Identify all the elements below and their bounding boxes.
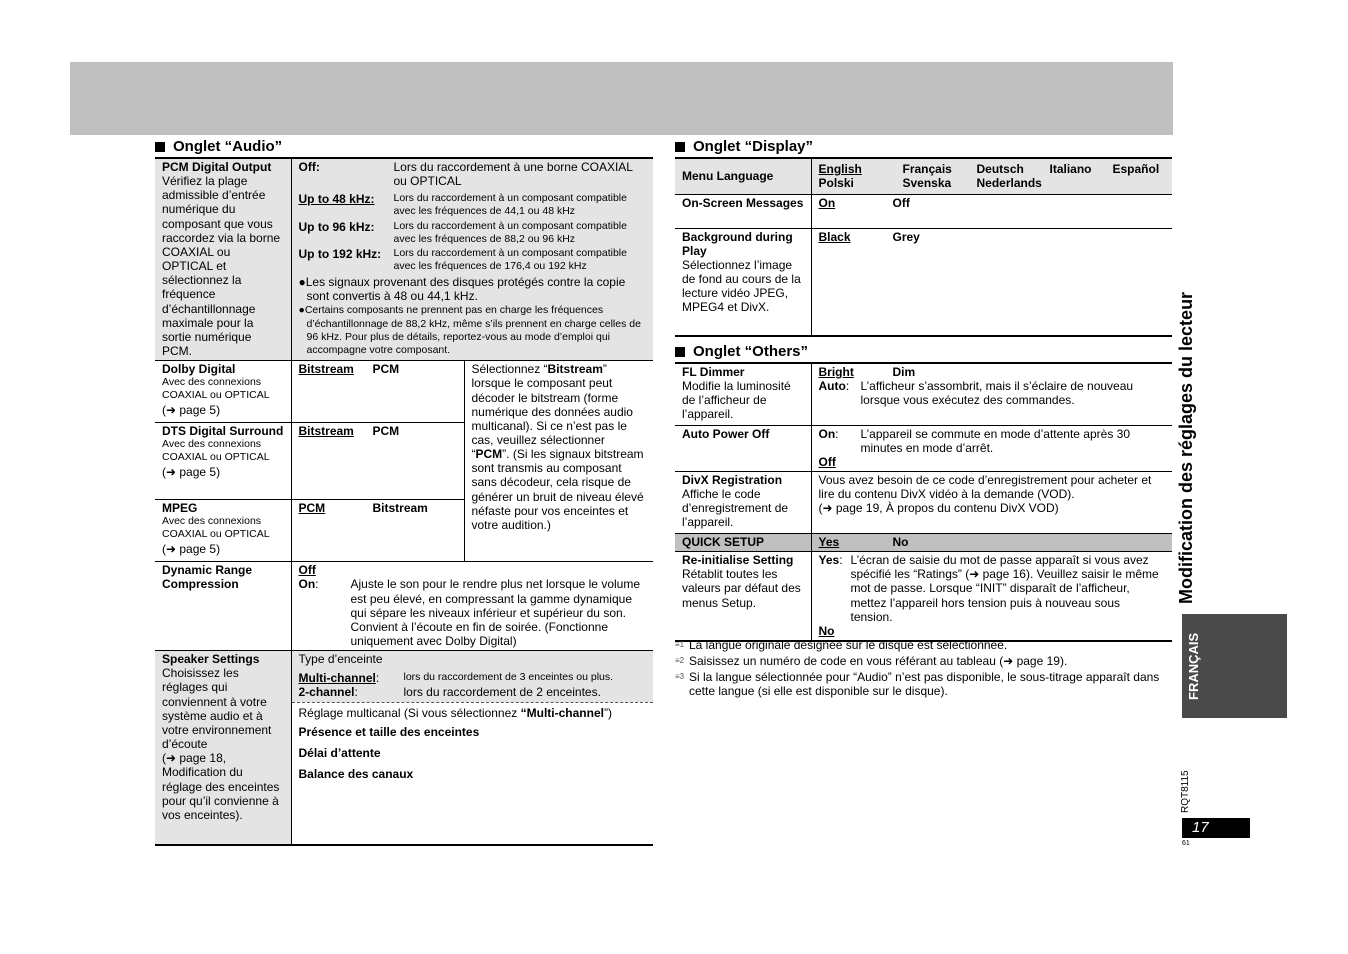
drc-on-text: Ajuste le son pour le rendre plus net lorsque le volume est peu élevé, en compressant la gamme dynamique qui sépare les niveaux inférieur et supérieur du son. Convient à l’écoute en fin de soirée. (Fonctionne uniquement avec Dolby Digital) [350, 577, 640, 648]
dts-row: DTS Digital Surround Avec des connexions COAXIAL ou OPTICAL (➜ page 5) Bitstream PCM [155, 423, 653, 500]
pcm-bullet-2: ●Certains composants ne prennent pas en charge les fréquences d’échantillonnage de 88,2 kHz, même s’ils prennent en charge celles de 96 kHz. Pour plus de détails, reportez-vous au mode d’emploi qui accompagne votre composant. [298, 304, 641, 356]
bg-black-option[interactable]: Black [818, 229, 851, 244]
apo-head: Auto Power Off [682, 426, 770, 441]
mpeg-row: MPEG Avec des connexions COAXIAL ou OPTICAL (➜ page 5) PCM Bitstream [155, 500, 653, 562]
pcm-192-text: Lors du raccordement à un composant compatible avec les fréquences de 176,4 ou 192 kHz [393, 246, 627, 272]
audio-table [155, 157, 653, 846]
delay-setting[interactable]: Délai d’attente [298, 745, 381, 760]
header-band [70, 62, 1173, 135]
fl-auto-option[interactable]: Auto [818, 379, 846, 394]
pcm-bullet-1: ●Les signaux provenant des disques protégés contre la copie sont convertis à 48 ou 44,1 kHz. [298, 275, 626, 304]
quick-no-option[interactable]: No [892, 534, 909, 549]
dolby-bitstream-option[interactable]: Bitstream [298, 362, 354, 377]
dolby-head: Dolby Digital [162, 362, 236, 377]
pcm-off-label: Off: [298, 160, 320, 174]
lang-deutsch-option[interactable]: Deutsch [976, 162, 1024, 176]
others-table [675, 362, 1172, 642]
quick-yes-option[interactable]: Yes [818, 534, 840, 549]
dts-bitstream-option[interactable]: Bitstream [298, 424, 354, 439]
square-bullet-icon [675, 347, 685, 357]
footnote-3: ≡3 Si la langue sélectionnée pour “Audio” n’est pas disponible, le sous-titrage apparaît dans cette langue (si elle est disponible sur le disque). [675, 670, 1160, 699]
lang-francais-option[interactable]: Français [902, 162, 952, 176]
fl-bright-option[interactable]: Bright [818, 365, 854, 379]
divx-row: DivX Registration Affiche le code d’enregistrement de l’appareil. Vous avez besoin de ce code d’enregistrement pour acheter et lire du contenu DivX vidéo à la demande (VOD). (➜ page 19, À propos du contenu DivX VOD) [675, 471, 1172, 533]
lang-svenska-option[interactable]: Svenska [902, 176, 952, 191]
osm-row [675, 194, 1172, 228]
osm-on-option[interactable]: On [818, 195, 836, 210]
reinit-head: Re-initialise Setting [682, 553, 794, 568]
square-bullet-icon [155, 142, 165, 152]
balance-setting[interactable]: Balance des canaux [298, 767, 414, 782]
dts-pcm-option[interactable]: PCM [372, 424, 400, 439]
drc-on-option[interactable]: On [298, 577, 316, 592]
speaker-head: Speaker Settings [162, 652, 260, 667]
dolby-row: Dolby Digital Avec des connexions COAXIAL ou OPTICAL (➜ page 5) Bitstream PCM Sélectionnez “Bitstream” lorsque le composant peut décoder le bitstream (forme numérique des données audio multicanal). Si ce n’est pas le cas, veuillez sélectionner “PCM”. (Si les signaux bitstream sont transmis au composant sans décodeur, cela risque de générer un bruit de niveau élevé néfaste pour vos enceintes et votre audition.) [155, 361, 653, 423]
quick-setup-head: QUICK SETUP [682, 534, 765, 549]
quick-setup-row [675, 533, 1172, 551]
page-number: 17 [1182, 818, 1250, 838]
model-code: RQT8115 [1180, 770, 1191, 813]
drc-off-option[interactable]: Off [298, 563, 316, 578]
dolby-pcm-option[interactable]: PCM [372, 362, 400, 377]
others-section-title: Onglet “Others” [675, 343, 808, 361]
reinit-row: Re-initialise Setting Rétablit toutes les valeurs par défaut des menus Setup. Yes: L’écran de saisie du mot de passe apparaît si vous avez spécifié les “Ratings” (➜ page 16). Veuillez saisir le même mot de passe. Lorsque “INIT” disparaît de l’afficheur, mettez l’appareil hors tension puis à nouveau sous tension. No [675, 552, 1172, 641]
lang-nederlands-option[interactable]: Nederlands [976, 176, 1042, 191]
pcm-48-text: Lors du raccordement à un composant compatible avec les fréquences de 44,1 ou 48 kHz [393, 192, 627, 218]
lang-english-option[interactable]: English [818, 162, 862, 176]
display-section-title: Onglet “Display” [675, 138, 813, 156]
pcm-96-text: Lors du raccordement à un composant compatible avec les fréquences de 88,2 ou 96 kHz [393, 219, 627, 245]
display-table [675, 157, 1172, 337]
square-bullet-icon [675, 142, 685, 152]
pcm-48-label: Up to 48 kHz: [298, 192, 375, 207]
menu-language-head: Menu Language [682, 169, 774, 183]
pcm-desc: Vérifiez la plage admissible d’entrée numérique du composant que vous raccordez via la borne COAXIAL ou OPTICAL et sélectionnez la fréquence d’échantillonnage maximale pour la sortie numérique PCM. [162, 174, 281, 359]
bitstream-note: Sélectionnez “Bitstream” lorsque le composant peut décoder le bitstream (forme numérique des données audio multicanal). Si ce n’est pas le cas, veuillez sélectionner “PCM”. (Si les signaux bitstream sont transmis au composant sans décodeur, cela risque de générer un bruit de niveau élevé néfaste pour vos enceintes et votre audition.) [464, 361, 653, 562]
multi-setting-label: Réglage multicanal (Si vous sélectionnez “Multi-channel”) [298, 705, 612, 720]
dts-head: DTS Digital Surround [162, 424, 284, 439]
pcm-96-label: Up to 96 kHz: [298, 219, 375, 234]
fl-dimmer-row: FL Dimmer Modifie la luminosité de l’afficheur de l’appareil. Bright Dim Auto: L’afficheur s’assombrit, mais il s’éclaire de nouveau lorsque vous exécutez des commandes. [675, 363, 1172, 425]
footnotes [675, 638, 1175, 701]
speaker-type-label: Type d’enceinte [298, 652, 383, 667]
background-head: Background during Play [682, 229, 793, 258]
mpeg-pcm-option[interactable]: PCM [298, 501, 326, 516]
presence-setting[interactable]: Présence et taille des enceintes [298, 724, 480, 739]
pcm-row [155, 158, 653, 361]
divx-head: DivX Registration [682, 472, 783, 487]
reinit-no-option[interactable]: No [818, 623, 835, 638]
osm-off-option[interactable]: Off [892, 195, 910, 210]
apo-off-option[interactable]: Off [818, 454, 836, 469]
apo-on-option[interactable]: On [818, 426, 836, 441]
apo-row: Auto Power Off On: L’appareil se commute en mode d’attente après 30 minutes en mode d’arrêt. Off [675, 425, 1172, 471]
lang-italiano-option[interactable]: Italiano [1049, 162, 1092, 176]
background-row: Background during Play Sélectionnez l’image de fond au cours de la lecture vidéo JPEG, MPEG4 et DivX. Black Grey [675, 228, 1172, 336]
fl-dimmer-head: FL Dimmer [682, 365, 745, 379]
mpeg-head: MPEG [162, 501, 198, 516]
multi-channel-option[interactable]: Multi-channel [298, 671, 376, 686]
language-tab-label: FRANÇAIS [1186, 632, 1201, 700]
side-title: Modification des réglages du lecteur [1176, 291, 1196, 604]
pcm-head: PCM Digital Output [162, 160, 272, 174]
lang-espanol-option[interactable]: Español [1112, 162, 1160, 176]
footnote-2: ≡2 Saisissez un numéro de code en vous référant au tableau (➜ page 19). [675, 654, 1068, 669]
fl-dim-option[interactable]: Dim [892, 365, 916, 379]
osm-head: On-Screen Messages [682, 195, 804, 210]
menu-language-row [675, 158, 1172, 194]
speaker-row: Speaker Settings Choisissez les réglages qui conviennent à votre système audio et à votre environnement d’écoute (➜ page 18, Modification du réglage des enceintes pour qu’il convienne à vos enceintes). Type d’enceinte Multi-channel: lors du raccordement de 3 enceintes ou plus. 2-channel: lors du raccordement de 2 enceintes. Réglage multicanal (Si vous sélectionnez “Multi-channel”) Présence et taille des enceintes Délai d’attente Balance des canaux [155, 651, 653, 845]
two-channel-option[interactable]: 2-channel [298, 685, 355, 700]
pcm-off-text: Lors du raccordement à une borne COAXIAL ou OPTICAL [393, 160, 633, 189]
page-number-small: 61 [1182, 840, 1190, 847]
lang-polski-option[interactable]: Polski [818, 176, 854, 191]
bg-grey-option[interactable]: Grey [892, 229, 920, 244]
mpeg-bitstream-option[interactable]: Bitstream [372, 501, 428, 516]
pcm-192-label: Up to 192 kHz: [298, 246, 382, 261]
audio-section-title: Onglet “Audio” [155, 138, 282, 156]
footnote-1: ≡1 La langue originale désignée sur le disque est sélectionnée. [675, 638, 1008, 652]
drc-row: Dynamic Range Compression Off On: Ajuste le son pour le rendre plus net lorsque le volume est peu élevé, en compressant la gamme dynamique qui sépare les niveaux inférieur et supérieur du son. Convient à l’écoute en fin de soirée. (Fonctionne uniquement avec Dolby Digital) [155, 562, 653, 651]
reinit-yes-option[interactable]: Yes [818, 553, 840, 568]
drc-head: Dynamic Range Compression [162, 563, 253, 592]
